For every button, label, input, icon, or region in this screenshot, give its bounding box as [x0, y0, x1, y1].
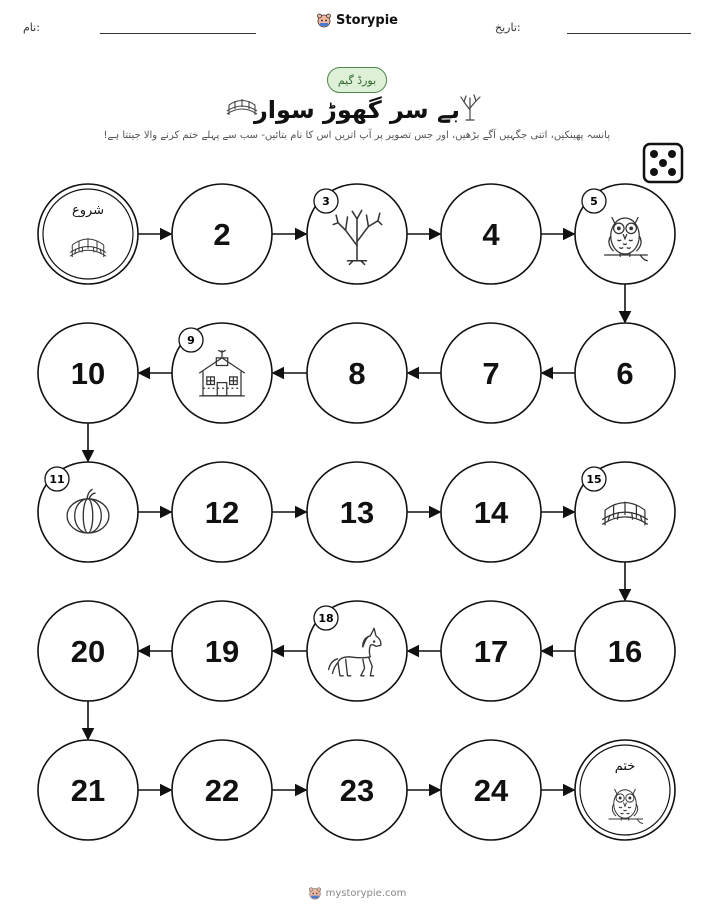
- space-number: 5: [590, 195, 598, 208]
- board-space-5: [575, 184, 675, 284]
- space-number: 10: [70, 356, 106, 391]
- board-space-18: [307, 601, 407, 701]
- space-number: 12: [204, 495, 240, 530]
- board-space-8: [307, 323, 407, 423]
- space-number: 21: [70, 773, 106, 808]
- space-number: 2: [213, 217, 231, 252]
- space-number: 20: [70, 634, 106, 669]
- board-space-19: [172, 601, 272, 701]
- board-space-17: [441, 601, 541, 701]
- space-circle: [38, 184, 138, 284]
- board-space-14: [441, 462, 541, 562]
- footer: [0, 886, 714, 900]
- finish-space: [575, 740, 675, 840]
- board-space-24: [441, 740, 541, 840]
- board-space-12: [172, 462, 272, 562]
- board-space-13: [307, 462, 407, 562]
- space-number: 23: [339, 773, 375, 808]
- board-space-3: [307, 184, 407, 284]
- title-text: بے سر گھوڑ سوار: [253, 96, 461, 124]
- board-space-6: [575, 323, 675, 423]
- board-space-11: [38, 462, 138, 562]
- space-number: 9: [187, 334, 195, 347]
- space-number: 3: [322, 195, 330, 208]
- brand-name: Storypie: [336, 12, 398, 28]
- space-number: 6: [616, 356, 634, 391]
- board-game-tag: بورڈ گیم: [327, 67, 387, 93]
- board-space-7: [441, 323, 541, 423]
- storypie-logo-icon: [308, 886, 322, 900]
- finish-label: ختم: [614, 759, 636, 774]
- date-label: تاریخ:: [495, 21, 521, 34]
- space-number: 4: [482, 217, 500, 252]
- board-space-2: [172, 184, 272, 284]
- space-number: 15: [586, 473, 602, 486]
- board-space-16: [575, 601, 675, 701]
- space-number: 16: [607, 634, 643, 669]
- footer-site: mystorypie.com: [325, 887, 407, 899]
- name-label: نام:: [23, 21, 40, 34]
- board-space-9: [172, 323, 272, 423]
- space-number: 24: [473, 773, 509, 808]
- space-number: 22: [204, 773, 240, 808]
- board-space-15: [575, 462, 675, 562]
- board-space-20: [38, 601, 138, 701]
- board-space-21: [38, 740, 138, 840]
- space-number: 19: [204, 634, 240, 669]
- space-number: 13: [339, 495, 375, 530]
- board-space-23: [307, 740, 407, 840]
- board-space-4: [441, 184, 541, 284]
- instructions: پانسہ پھینکیں، اتنی جگہیں آگے بڑھیں، اور جس تصویر پر آپ اتریں اس کا نام بتائیں- سب سے پہلے ختم کرنے والا جیتتا ہے!: [103, 130, 610, 141]
- start-space: [38, 184, 138, 284]
- space-number: 11: [49, 473, 65, 486]
- space-number: 8: [348, 356, 366, 391]
- board-space-10: [38, 323, 138, 423]
- space-number: 14: [473, 495, 509, 530]
- space-number: 17: [473, 634, 509, 669]
- start-label: شروع: [71, 203, 105, 218]
- space-number: 18: [318, 612, 334, 625]
- board-space-22: [172, 740, 272, 840]
- space-number: 7: [482, 356, 500, 391]
